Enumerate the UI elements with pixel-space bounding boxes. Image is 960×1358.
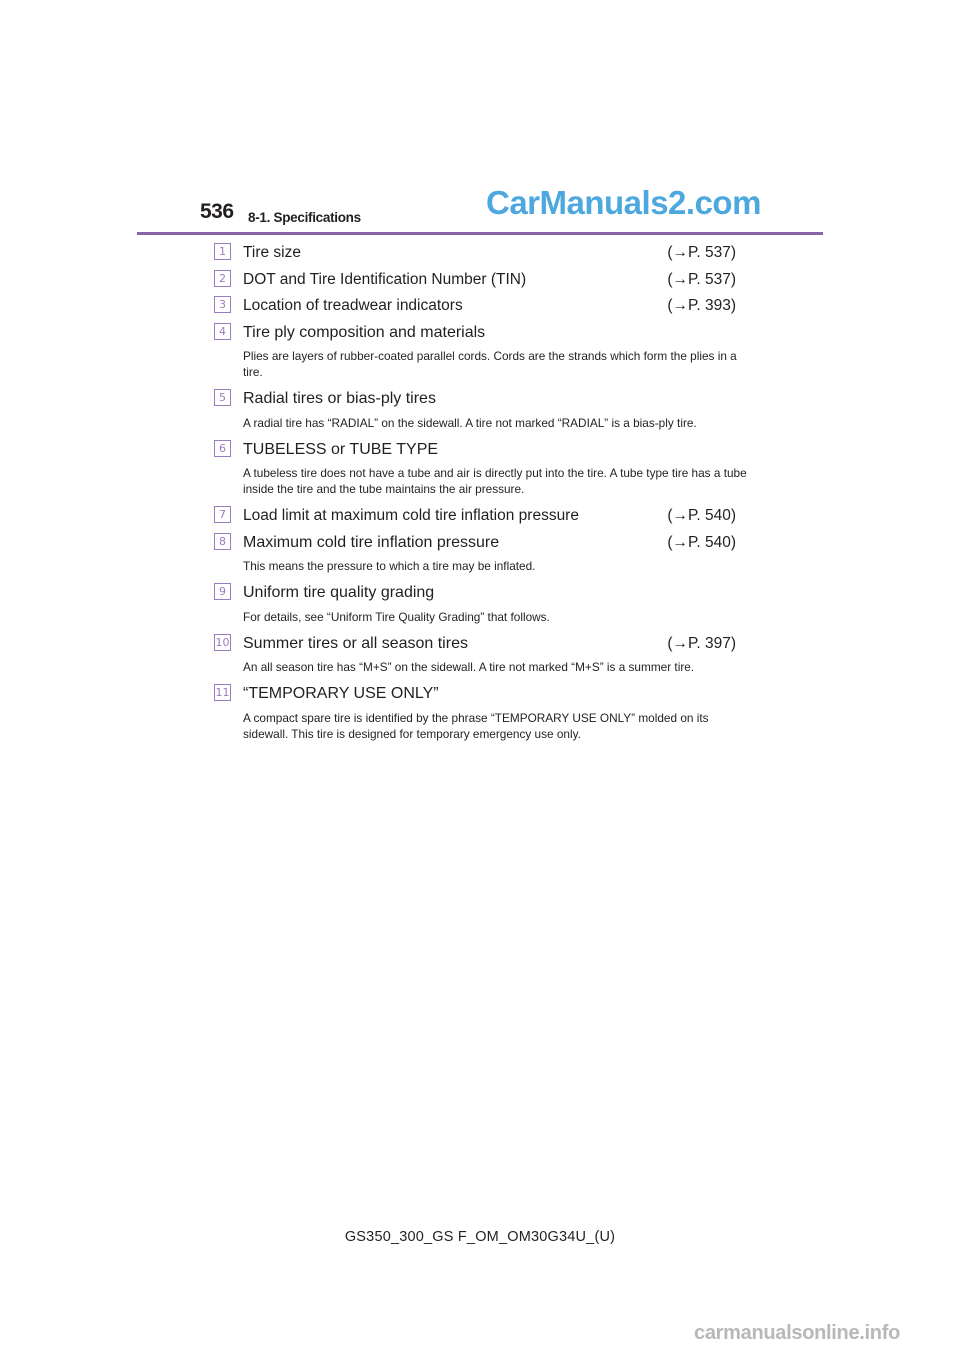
item-label: Summer tires or all season tires bbox=[243, 634, 468, 652]
header-divider bbox=[137, 232, 823, 235]
item-label: DOT and Tire Identification Number (TIN) bbox=[243, 270, 527, 288]
footer-watermark: carmanualsonline.info bbox=[694, 1322, 900, 1344]
tire-label-items-list bbox=[214, 240, 754, 748]
list-item bbox=[214, 631, 754, 676]
watermark-top: CarManuals2.com bbox=[486, 184, 761, 221]
item-number-badge: 9 bbox=[214, 583, 231, 600]
item-number-badge: 8 bbox=[214, 533, 231, 550]
list-item bbox=[214, 503, 754, 530]
item-number-badge: 6 bbox=[214, 440, 231, 457]
item-heading-row bbox=[243, 503, 754, 530]
page-reference-link[interactable]: (→P. 537) bbox=[667, 270, 736, 288]
item-number-badge: 3 bbox=[214, 296, 231, 313]
item-number-badge: 1 bbox=[214, 243, 231, 260]
item-description: A tubeless tire does not have a tube and air is directly put into the tire. A tube type tire has a tube inside the tire and the tube maintains the air pressure. bbox=[243, 466, 747, 496]
item-label: “TEMPORARY USE ONLY” bbox=[243, 685, 439, 702]
page-reference-link[interactable]: (→P. 393) bbox=[667, 297, 736, 314]
item-description: This means the pressure to which a tire may be inflated. bbox=[243, 559, 536, 573]
item-label: Maximum cold tire inflation pressure bbox=[243, 533, 500, 551]
item-description: A radial tire has “RADIAL” on the sidewall. A tire not marked “RADIAL” is a bias-ply tire. bbox=[243, 415, 697, 430]
item-heading-row bbox=[243, 320, 754, 347]
item-label: Radial tires or bias-ply tires bbox=[243, 390, 436, 407]
item-heading-row bbox=[243, 530, 754, 557]
list-item bbox=[214, 386, 754, 431]
item-label: TUBELESS or TUBE TYPE bbox=[243, 440, 439, 458]
list-item bbox=[214, 580, 754, 625]
item-heading-row bbox=[243, 386, 754, 413]
item-heading-row bbox=[243, 580, 754, 607]
item-number-badge: 11 bbox=[215, 686, 230, 699]
page-reference-link[interactable]: (→P. 540) bbox=[667, 507, 736, 524]
list-item bbox=[214, 320, 754, 381]
item-label: Uniform tire quality grading bbox=[243, 584, 435, 601]
item-heading-row bbox=[243, 681, 754, 708]
item-number-badge: 4 bbox=[214, 323, 231, 340]
item-label: Load limit at maximum cold tire inflation pressure bbox=[243, 507, 579, 524]
item-number-badge: 7 bbox=[214, 506, 231, 523]
list-item bbox=[214, 240, 754, 267]
item-heading-row bbox=[243, 267, 754, 294]
item-number-badge: 2 bbox=[214, 270, 231, 287]
item-description: A compact spare tire is identified by the phrase “TEMPORARY USE ONLY” molded on its sidewall. This tire is designed for temporary emergency use only. bbox=[243, 710, 709, 741]
item-number-badge: 5 bbox=[214, 389, 231, 406]
page-reference-link[interactable]: (→P. 397) bbox=[667, 634, 736, 652]
item-heading-row bbox=[243, 631, 754, 658]
list-item bbox=[214, 267, 754, 294]
list-item bbox=[214, 681, 754, 742]
list-item bbox=[214, 437, 754, 498]
section-title: 8-1. Specifications bbox=[248, 210, 361, 225]
list-item bbox=[214, 293, 754, 320]
item-heading-row bbox=[243, 293, 754, 320]
item-heading-row bbox=[243, 437, 754, 464]
page-reference-link[interactable]: (→P. 537) bbox=[667, 244, 736, 261]
item-description: An all season tire has “M+S” on the sidewall. A tire not marked “M+S” is a summer tire. bbox=[243, 660, 695, 674]
item-label: Tire ply composition and materials bbox=[243, 323, 486, 341]
item-heading-row bbox=[243, 240, 754, 267]
document-code: GS350_300_GS F_OM_OM30G34U_(U) bbox=[344, 1229, 616, 1245]
page-reference-link[interactable]: (→P. 540) bbox=[667, 533, 736, 551]
list-item bbox=[214, 530, 754, 575]
item-number-badge: 10 bbox=[215, 635, 230, 649]
item-label: Location of treadwear indicators bbox=[243, 297, 463, 314]
item-description: For details, see “Uniform Tire Quality Grading” that follows. bbox=[243, 609, 550, 624]
item-label: Tire size bbox=[243, 244, 301, 261]
item-description: Plies are layers of rubber-coated parallel cords. Cords are the strands which form the plies in a tire. bbox=[243, 349, 737, 379]
page-number: 536 bbox=[200, 200, 234, 223]
